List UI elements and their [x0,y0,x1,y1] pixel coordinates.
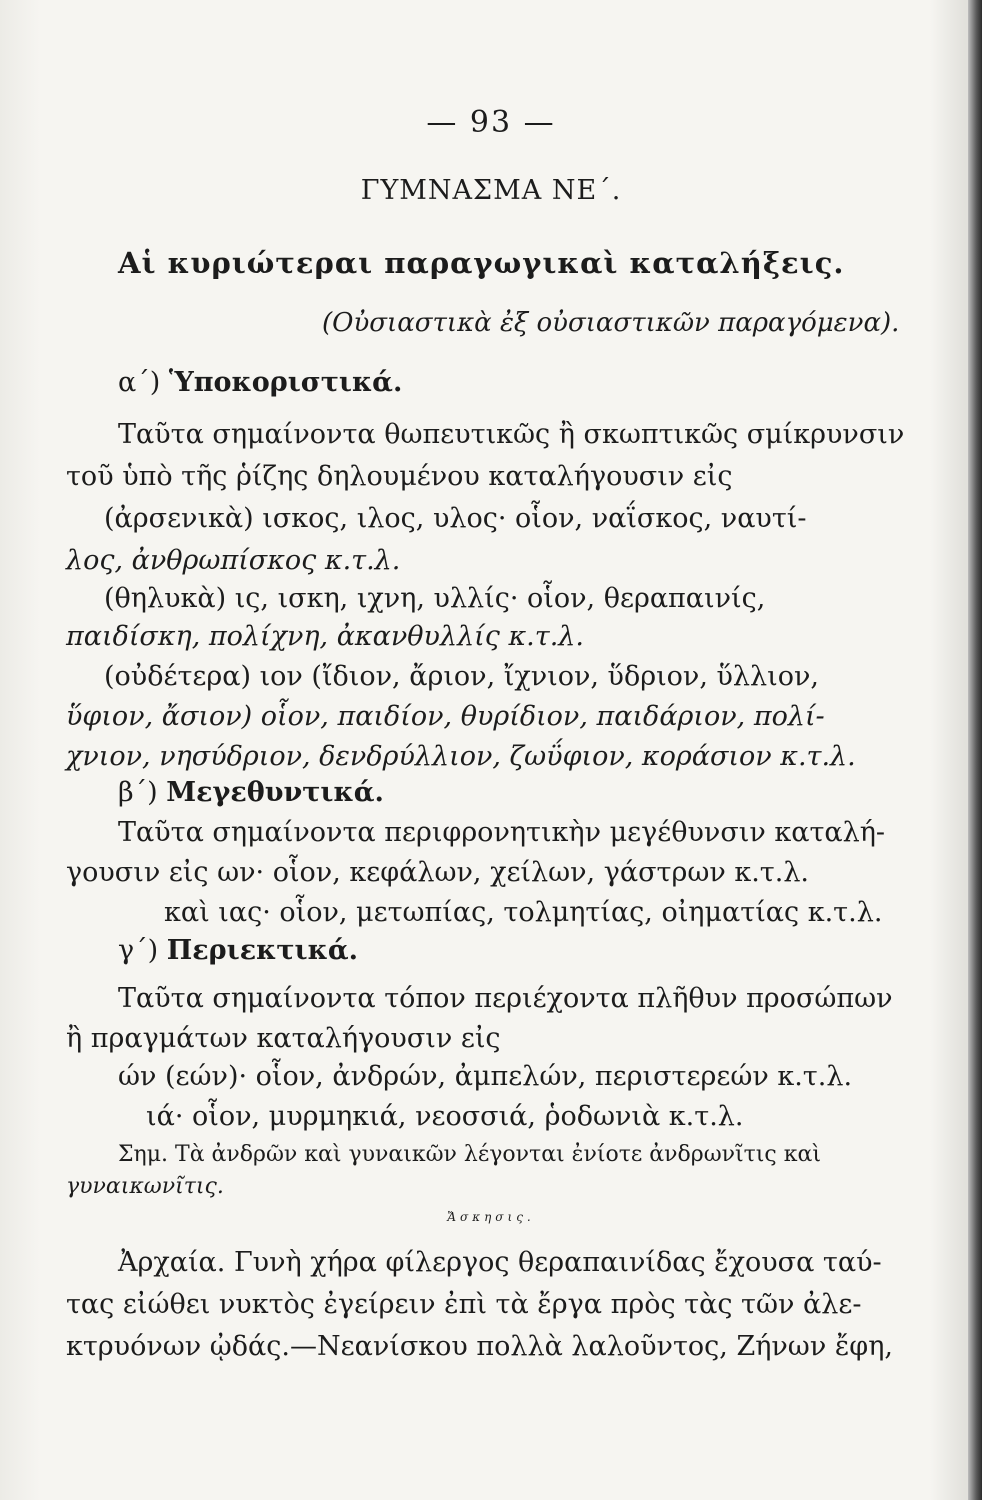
section-b-title: Μεγεθυντικά. [166,777,384,808]
section-a-line-7: (οὐδέτερα) ιον (ἴδιον, ἄριον, ἴχνιον, ὕδριον, ὕλλιον, [104,661,819,692]
section-c-line-4: ιά· οἷον, μυρμηκιά, νεοσσιά, ῥοδωνιὰ κ.τ.λ. [146,1101,744,1132]
section-a-line-3: (ἀρσενικὰ) ισκος, ιλος, υλος· οἷον, ναΐσκος, ναυτί- [104,503,807,534]
section-a-line-8: ὕφιον, ἄσιον) οἷον, παιδίον, θυρίδιον, παιδάριον, πολί- [66,701,825,732]
section-a-line-6: παιδίσκη, πολίχνη, ἀκανθυλλίς κ.τ.λ. [66,621,584,652]
section-a-heading [118,366,402,400]
section-a-line-5: (θηλυκὰ) ις, ισκη, ιχνη, υλλίς· οἷον, θεραπαινίς, [104,583,766,614]
exercise-line-3: κτρυόνων ᾠδάς.—Νεανίσκου πολλὰ λαλοῦντος, Ζήνων ἔφη, [66,1331,893,1362]
page-subtitle: (Οὐσιαστικὰ ἐξ οὐσιαστικῶν παραγόμενα). [322,308,900,338]
section-c-heading [118,934,358,968]
note-line-2: γυναικωνῖτις. [66,1174,224,1199]
section-a-line-2: τοῦ ὑπὸ τῆς ῥίζης δηλουμένου καταλήγουσιν εἰς [66,461,733,492]
section-b-line-1: Ταῦτα σημαίνοντα περιφρονητικὴν μεγέθυνσιν καταλή- [118,817,886,848]
page-number: — 93 — [426,105,556,140]
section-b-line-2: γουσιν εἰς ων· οἷον, κεφάλων, χείλων, γάστρων κ.τ.λ. [66,857,810,888]
section-c-line-1: Ταῦτα σημαίνοντα τόπον περιέχοντα πλῆθυν προσώπων [118,983,893,1014]
section-c-line-2: ἢ πραγμάτων καταλήγουσιν εἰς [66,1023,501,1054]
exercise-line-2: τας εἰώθει νυκτὸς ἐγείρειν ἐπὶ τὰ ἔργα πρὸς τὰς τῶν ἀλε- [66,1289,862,1320]
page-edge [968,0,982,1500]
exercise-label: Ἄσκησις. [447,1210,535,1224]
section-c-line-3: ών (εών)· οἷον, ἀνδρών, ἀμπελών, περιστερεών κ.τ.λ. [118,1061,853,1092]
section-c-label: γ΄) [118,935,159,966]
exercise-heading: ΓΥΜΝΑΣΜΑ ΝΕ΄. [360,175,622,206]
note-line-1: Σημ. Τὰ ἀνδρῶν καὶ γυναικῶν λέγονται ἐνίοτε ἀνδρωνῖτις καὶ [118,1142,821,1167]
section-b-heading [118,776,384,810]
section-a-title: Ὑποκοριστικά. [168,367,403,398]
exercise-line-1: Ἀρχαία. Γυνὴ χήρα φίλεργος θεραπαινίδας ἔχουσα ταύ- [118,1247,882,1278]
section-a-label: α΄) [118,367,161,398]
section-a-line-4: λος, ἀνθρωπίσκος κ.τ.λ. [66,545,401,576]
section-c-title: Περιεκτικά. [166,935,358,966]
section-b-line-3: καὶ ιας· οἷον, μετωπίας, τολμητίας, οἰηματίας κ.τ.λ. [164,897,883,928]
section-a-line-1: Ταῦτα σημαίνοντα θωπευτικῶς ἢ σκωπτικῶς σμίκρυνσιν [118,419,905,450]
section-b-label: β΄) [118,777,158,808]
section-a-line-9: χνιον, νησύδριον, δενδρύλλιον, ζωΰφιον, κοράσιον κ.τ.λ. [66,741,856,772]
page-title: Αἱ κυριώτεραι παραγωγικαὶ καταλήξεις. [118,246,845,280]
